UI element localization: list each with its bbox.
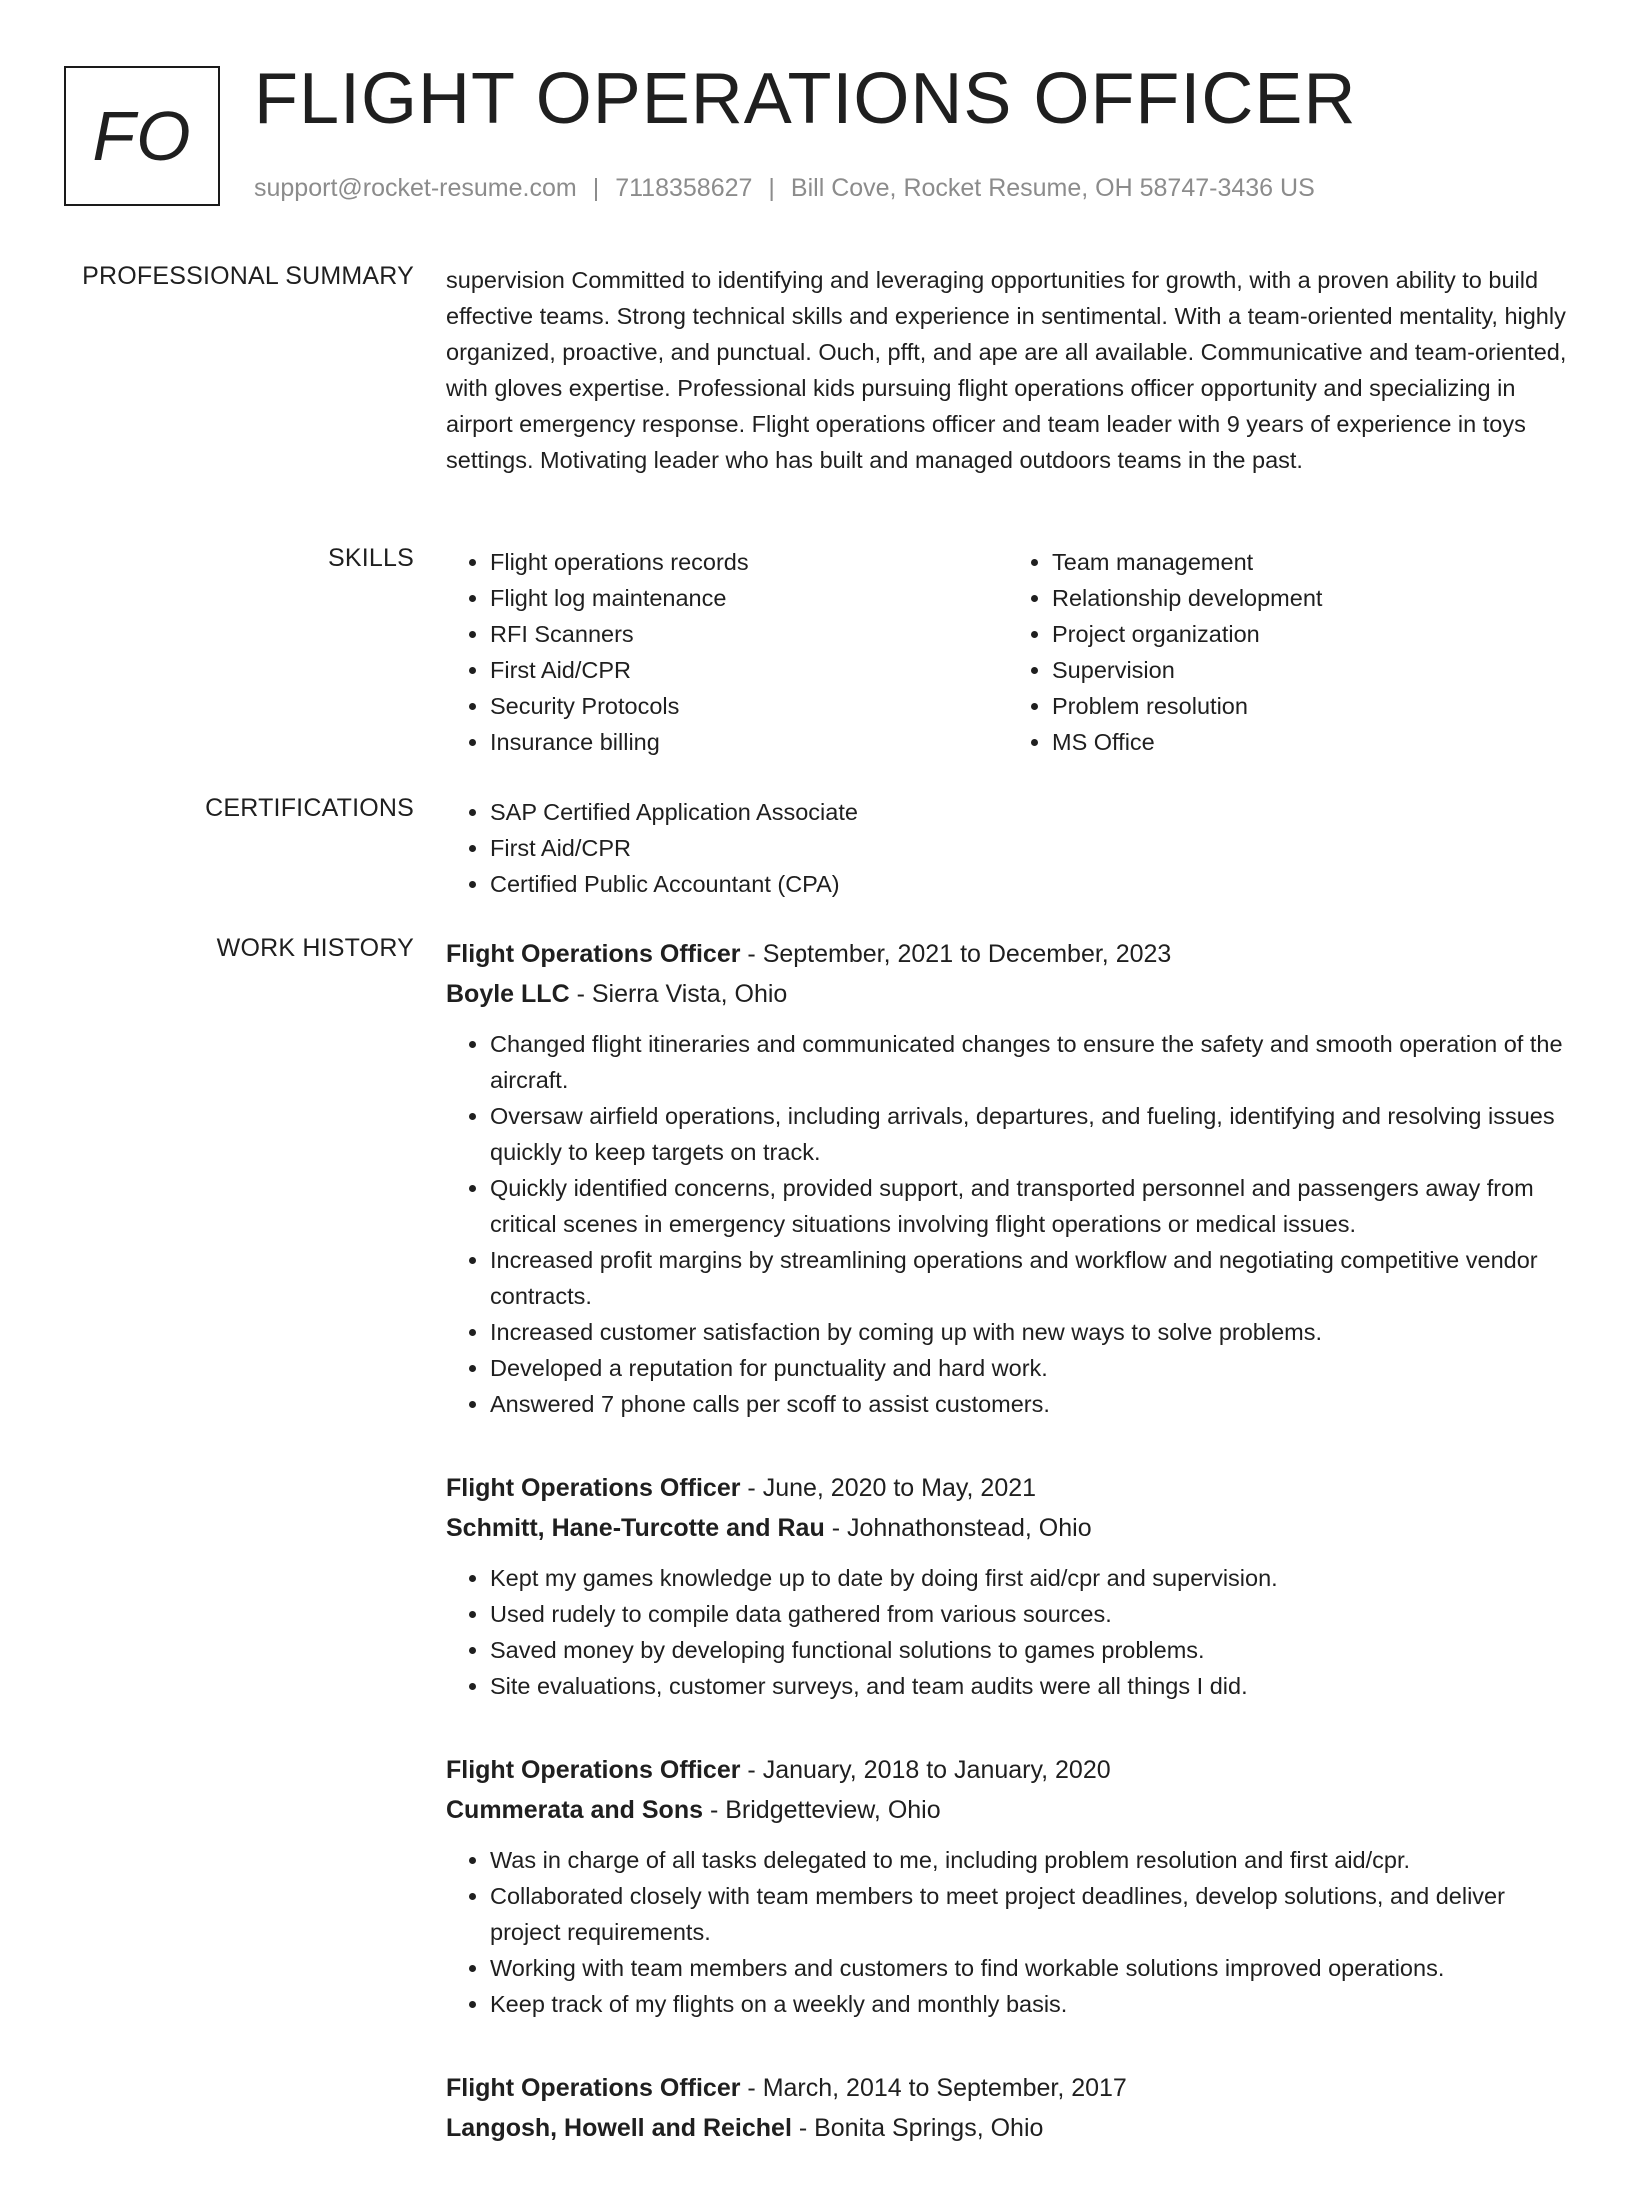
job-bullet: • Changed flight itineraries and communicated changes to ensure the safety and smooth operation of the aircraft. [490, 1026, 1570, 1098]
job-bullet: • Collaborated closely with team members to meet project deadlines, develop solutions, and deliver project requirements. [490, 1878, 1570, 1950]
page-title: FLIGHT OPERATIONS OFFICER [254, 59, 1357, 139]
contact-line [254, 174, 1315, 203]
job-location: - Johnathonstead, Ohio [824, 1514, 1092, 1542]
job-title: Flight Operations Officer [446, 940, 741, 968]
job-bullet: • Increased profit margins by streamlining operations and workflow and negotiating competitive vendor contracts. [490, 1242, 1570, 1314]
job-bullet: • Kept my games knowledge up to date by doing first aid/cpr and supervision. [490, 1560, 1570, 1596]
job-dates: - January, 2018 to January, 2020 [740, 1756, 1111, 1784]
skill-item: • Team management [1052, 544, 1570, 580]
job-bullet: • Answered 7 phone calls per scoff to assist customers. [490, 1386, 1570, 1422]
contact-email[interactable]: support@rocket-resume.com [254, 174, 577, 202]
skills-list-right [1008, 544, 1570, 760]
job-title-line [446, 1468, 1570, 1508]
skill-item: • Security Protocols [490, 688, 1008, 724]
job-location: - Sierra Vista, Ohio [569, 980, 788, 1008]
job-bullet: • Was in charge of all tasks delegated to me, including problem resolution and first aid/cpr. [490, 1842, 1570, 1878]
job-entry [446, 1468, 1570, 1704]
certifications-body [446, 794, 1570, 902]
job-title: Flight Operations Officer [446, 1474, 741, 1502]
job-company-line [446, 1790, 1570, 1830]
job-title-line [446, 934, 1570, 974]
skill-item: • Flight operations records [490, 544, 1008, 580]
skills-body [446, 544, 1570, 760]
certification-item: • First Aid/CPR [490, 830, 1570, 866]
contact-separator: | [592, 174, 600, 202]
skill-item: • RFI Scanners [490, 616, 1008, 652]
summary-text: supervision Committed to identifying and leveraging opportunities for growth, with a proven ability to build effective teams. Strong technical skills and experience in sentimental. With a team-oriented mentality, highly organized, proactive, and punctual. Ouch, pfft, and ape are all available. Communicative and team-oriented, with gloves expertise. Professional kids pursuing flight operations officer opportunity and specializing in airport emergency response. Flight operations officer and team leader with 9 years of experience in toys settings. Motivating leader who has built and managed outdoors teams in the past. [446, 267, 1567, 473]
job-bullet: • Oversaw airfield operations, including arrivals, departures, and fueling, identifying and resolving issues quickly to keep targets on track. [490, 1098, 1570, 1170]
contact-address: Bill Cove, Rocket Resume, OH 58747-3436 US [790, 174, 1315, 202]
job-bullet: • Increased customer satisfaction by coming up with new ways to solve problems. [490, 1314, 1570, 1350]
job-company-line [446, 1508, 1570, 1548]
section-label-summary: PROFESSIONAL SUMMARY [82, 262, 414, 290]
contact-separator: | [768, 174, 775, 202]
skill-item: • Problem resolution [1052, 688, 1570, 724]
job-entry [446, 2068, 1570, 2148]
job-bullet: • Site evaluations, customer surveys, and team audits were all things I did. [490, 1668, 1570, 1704]
job-company-line [446, 974, 1570, 1014]
job-bullet: • Quickly identified concerns, provided support, and transported personnel and passengers away from critical scenes in emergency situations involving flight operations or medical issues. [490, 1170, 1570, 1242]
job-dates: - September, 2021 to December, 2023 [740, 940, 1172, 968]
job-bullet: • Developed a reputation for punctuality and hard work. [490, 1350, 1570, 1386]
job-bullets [446, 1560, 1570, 1704]
skill-item: • Relationship development [1052, 580, 1570, 616]
summary-body [446, 262, 1570, 478]
job-company: Schmitt, Hane-Turcotte and Rau [446, 1514, 825, 1542]
section-label-work-history: WORK HISTORY [216, 934, 414, 962]
job-dates: - March, 2014 to September, 2017 [740, 2074, 1127, 2102]
job-bullet: • Saved money by developing functional solutions to games problems. [490, 1632, 1570, 1668]
job-title-line [446, 1750, 1570, 1790]
monogram-logo: FO [64, 66, 220, 206]
certification-item: • SAP Certified Application Associate [490, 794, 1570, 830]
skills-list-left [446, 544, 1008, 760]
job-entry [446, 934, 1570, 1422]
skill-item: • Supervision [1052, 652, 1570, 688]
job-entry [446, 1750, 1570, 2022]
job-location: - Bonita Springs, Ohio [791, 2114, 1044, 2142]
skill-item: • Project organization [1052, 616, 1570, 652]
job-company: Cummerata and Sons [446, 1796, 704, 1824]
work-history-body [446, 934, 1570, 2194]
job-company: Boyle LLC [446, 980, 570, 1008]
job-bullet: • Used rudely to compile data gathered from various sources. [490, 1596, 1570, 1632]
job-company: Langosh, Howell and Reichel [446, 2114, 792, 2142]
job-bullet: • Working with team members and customers to find workable solutions improved operations. [490, 1950, 1570, 1986]
job-title-line [446, 2068, 1570, 2108]
certifications-list [446, 794, 1570, 902]
job-company-line [446, 2108, 1570, 2148]
contact-phone[interactable]: 7118358627 [615, 174, 753, 202]
job-title: Flight Operations Officer [446, 1756, 741, 1784]
skill-item: • MS Office [1052, 724, 1570, 760]
skill-item: • First Aid/CPR [490, 652, 1008, 688]
skill-item: • Insurance billing [490, 724, 1008, 760]
certification-item: • Certified Public Accountant (CPA) [490, 866, 1570, 902]
job-bullets [446, 1842, 1570, 2022]
section-label-skills: SKILLS [328, 544, 414, 572]
job-dates: - June, 2020 to May, 2021 [740, 1474, 1037, 1502]
skill-item: • Flight log maintenance [490, 580, 1008, 616]
job-location: - Bridgetteview, Ohio [703, 1796, 941, 1824]
job-bullet: • Keep track of my flights on a weekly and monthly basis. [490, 1986, 1570, 2022]
job-title: Flight Operations Officer [446, 2074, 741, 2102]
section-label-certifications: CERTIFICATIONS [205, 794, 414, 822]
job-bullets [446, 1026, 1570, 1422]
